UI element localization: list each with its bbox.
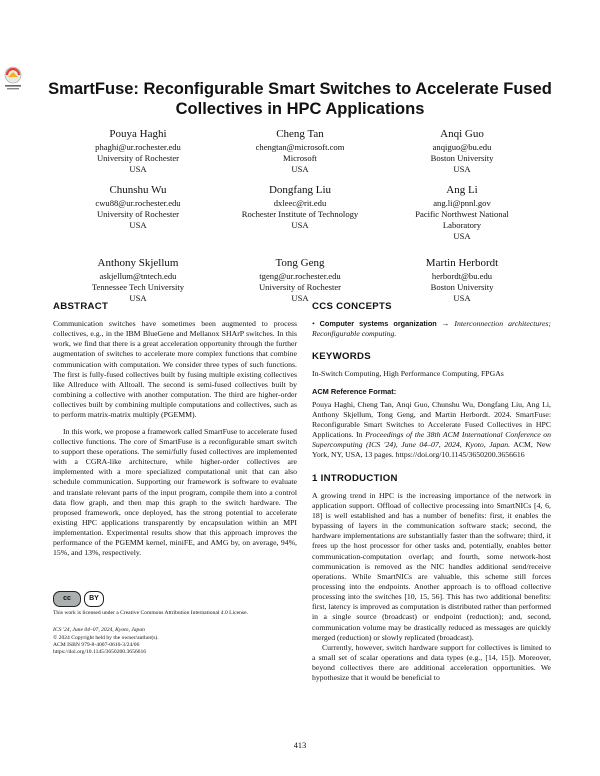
title-line-1: SmartFuse: Reconfigurable Smart Switches to Accelerate Fused: [48, 80, 552, 98]
author-email[interactable]: cwu88@ur.rochester.edu: [95, 198, 181, 208]
author-email[interactable]: herbordt@bu.edu: [431, 271, 493, 281]
keywords-heading: KEYWORDS: [312, 351, 371, 363]
right-column: [312, 301, 551, 684]
author: [220, 183, 380, 242]
doi-link[interactable]: https://doi.org/10.1145/3650200.3656616: [53, 649, 147, 656]
author-affiliation-line-2: Laboratory: [442, 220, 482, 230]
author-row: [58, 183, 542, 242]
author-affiliation: Boston University: [430, 282, 494, 292]
author: [382, 183, 542, 242]
author-email[interactable]: phaghi@ur.rochester.edu: [95, 142, 181, 152]
author-country: USA: [129, 293, 147, 303]
author-name: Cheng Tan: [276, 128, 324, 140]
author-row: [58, 256, 542, 304]
left-column: [53, 301, 297, 559]
author-affiliation: Tennessee Tech University: [91, 282, 185, 292]
author: [58, 127, 218, 175]
author-name: Pouya Haghi: [109, 128, 167, 140]
copyright-line: © 2024 Copyright held by the owner/author(s).: [53, 634, 159, 641]
abstract-paragraph-1: Communication switches have sometimes been augmented to process collectives, e.g., in the IBM BlueGene and Mellanox SHArP switches. In this work, we find that there is a great acceleration opportunity through the further augmentation of switches to accelerate more complex functions that combine communication with computation. We consider three types of such functions. The first is fully-fused collectives built by fusing multiple existing collectives like Allreduce with Alltoall. The second is semi-fused collectives built by combining a collective with another computation. The third are higher-order collectives built by combining multiple computations and collectives, such as to perform matrix-matrix multiply (PGEMM).: [53, 319, 297, 420]
author-name: Ang Li: [446, 184, 478, 196]
venue-line: ICS '24, June 04–07, 2024, Kyoto, Japan: [53, 627, 145, 634]
abstract-heading: ABSTRACT: [53, 301, 109, 312]
author-country: USA: [453, 293, 471, 303]
author-country: USA: [291, 293, 309, 303]
author-block: [58, 127, 542, 312]
author: [220, 256, 380, 304]
abstract-paragraph-2: In this work, we propose a framework called SmartFuse to accelerate fused collective functions. The core of SmartFuse is a reconfigurable smart switch to support these operations. The semi/fully fused collectives are implemented with a CGRA-like architecture, while higher-order collectives are implemented with a more specialized computational unit that can also schedule communication. Supporting our framework is software to evaluate and translate relevant parts of the input program, compile them into a control data flow graph, and then map this graph to the switch hardware. The proposed framework, once deployed, has the strong potential to accelerate existing HPC applications transparently by encapsulation within an MPI implementation. Experimental results show that this approach improves the performance of the PGEMM kernel, miniFE, and AMG by, on average, 94%, 15%, and 13%, respectively.: [53, 426, 297, 558]
ccs-bullet: •: [312, 319, 320, 328]
author-row: [58, 127, 542, 175]
author-email[interactable]: chengtan@microsoft.com: [255, 142, 345, 152]
author: [220, 127, 380, 175]
author-affiliation: University of Rochester: [96, 153, 180, 163]
author-email[interactable]: askjellum@tntech.edu: [99, 271, 177, 281]
author-affiliation: Boston University: [430, 153, 494, 163]
introduction-paragraph-1: A growing trend in HPC is the increasing importance of the network in application support. Offload of collective processing into SmartNICs [4, 6, 18] is well established and has a number of benefits: first, it enables the bypassing of layers in the communication software stack; second, the hardware implementations are substantially faster than the software; third, it frees up the host processor for other tasks and, potentially, enables better communication-computation overlap; and fourth, some network-host communication is removed as the NIC handles additional send/receive operations. While SmartNICs are valuable, this scheme still forces processing into the endpoints. Another approach is to offload collective processing into the switches [10, 15, 56]. This has two additional benefits: first, latency is improved as computation is distributed rather than performed in a single source (broadcast) or endpoint (reduction); and, second, communication volume may be drastically reduced as messages are quickly merged (reduction) or slowly replicated (broadcast).: [312, 490, 551, 642]
paper-title: [40, 79, 560, 119]
check-for-updates-icon[interactable]: [2, 66, 24, 92]
publication-meta: [53, 627, 297, 656]
page-number: 413: [293, 741, 307, 750]
ccs-concept-name: Computer systems organization: [319, 319, 437, 328]
ccs-concept: [312, 319, 551, 339]
reference-authors: Pouya Haghi, Cheng Tan, Anqi Guo, Chunshu Wu, Dongfang Liu, Ang Li, Anthony Skjellum, Tong Geng, and Martin Herbordt. 2024. SmartFuse: Reconfigurable Smart Switches to Accelerate Fused Collectives in HPC Applications. In: [312, 399, 551, 440]
attribution-icon: BY: [84, 591, 104, 607]
author-name: Chunshu Wu: [109, 184, 167, 196]
author-name: Martin Herbordt: [425, 257, 499, 269]
ccs-arrow: →: [436, 319, 455, 328]
author-affiliation: Pacific Northwest National: [415, 209, 509, 219]
author-name: Anthony Skjellum: [97, 257, 179, 269]
title-line-2: Collectives in HPC Applications: [175, 100, 425, 118]
author-email[interactable]: anqiguo@bu.edu: [432, 142, 492, 152]
license-block: [53, 591, 297, 656]
author-country: USA: [291, 164, 309, 174]
author-affiliation: University of Rochester: [258, 282, 342, 292]
author-email[interactable]: dxleec@rit.edu: [273, 198, 327, 208]
author-country: USA: [129, 220, 147, 230]
author: [382, 256, 542, 304]
author-affiliation: University of Rochester: [96, 209, 180, 219]
reference-tail: ACM, New York, NY, USA, 13 pages. https://doi.org/10.1145/3650200.3656616: [312, 440, 551, 460]
author-email[interactable]: ang.li@pnnl.gov: [433, 198, 491, 208]
isbn-line: ACM ISBN 979-8-4007-0610-3/24/06: [53, 641, 140, 648]
introduction-heading: 1 INTRODUCTION: [312, 472, 398, 484]
reference-format-text: [312, 400, 551, 461]
ccs-heading: CCS CONCEPTS: [312, 301, 392, 312]
cc-by-logo[interactable]: [53, 591, 297, 607]
keywords-text: In-Switch Computing, High Performance Computing, FPGAs: [312, 369, 504, 379]
author: [58, 183, 218, 242]
author: [58, 256, 218, 304]
author-country: USA: [453, 231, 471, 241]
introduction-paragraph-2: Currently, however, switch hardware support for collectives is limited to a small set of scalar operations and data types (e.g., [14, 15]). Moreover, beyond collectives there are additional acceleration opportunities. We hypothesize that it would be beneficial to: [312, 642, 551, 683]
author-name: Tong Geng: [275, 257, 325, 269]
author-country: USA: [291, 220, 309, 230]
author-email[interactable]: tgeng@ur.rochester.edu: [259, 271, 341, 281]
creative-commons-icon: cc: [53, 591, 81, 607]
reference-format-heading: ACM Reference Format:: [312, 387, 397, 397]
author-affiliation: Rochester Institute of Technology: [241, 209, 359, 219]
author: [382, 127, 542, 175]
reference-venue: Proceedings of the 38th ACM International Conference on Supercomputing (ICS '24), June 04–07, 2024, Kyoto, Japan.: [312, 430, 552, 450]
license-text: This work is licensed under a Creative Commons Attribution International 4.0 License.: [53, 610, 248, 616]
author-country: USA: [129, 164, 147, 174]
author-name: Anqi Guo: [440, 128, 484, 140]
ccs-concept-detail: Interconnection architectures; Reconfigurable computing.: [312, 319, 551, 339]
author-name: Dongfang Liu: [268, 184, 331, 196]
author-affiliation: Microsoft: [283, 153, 317, 163]
author-country: USA: [453, 164, 471, 174]
